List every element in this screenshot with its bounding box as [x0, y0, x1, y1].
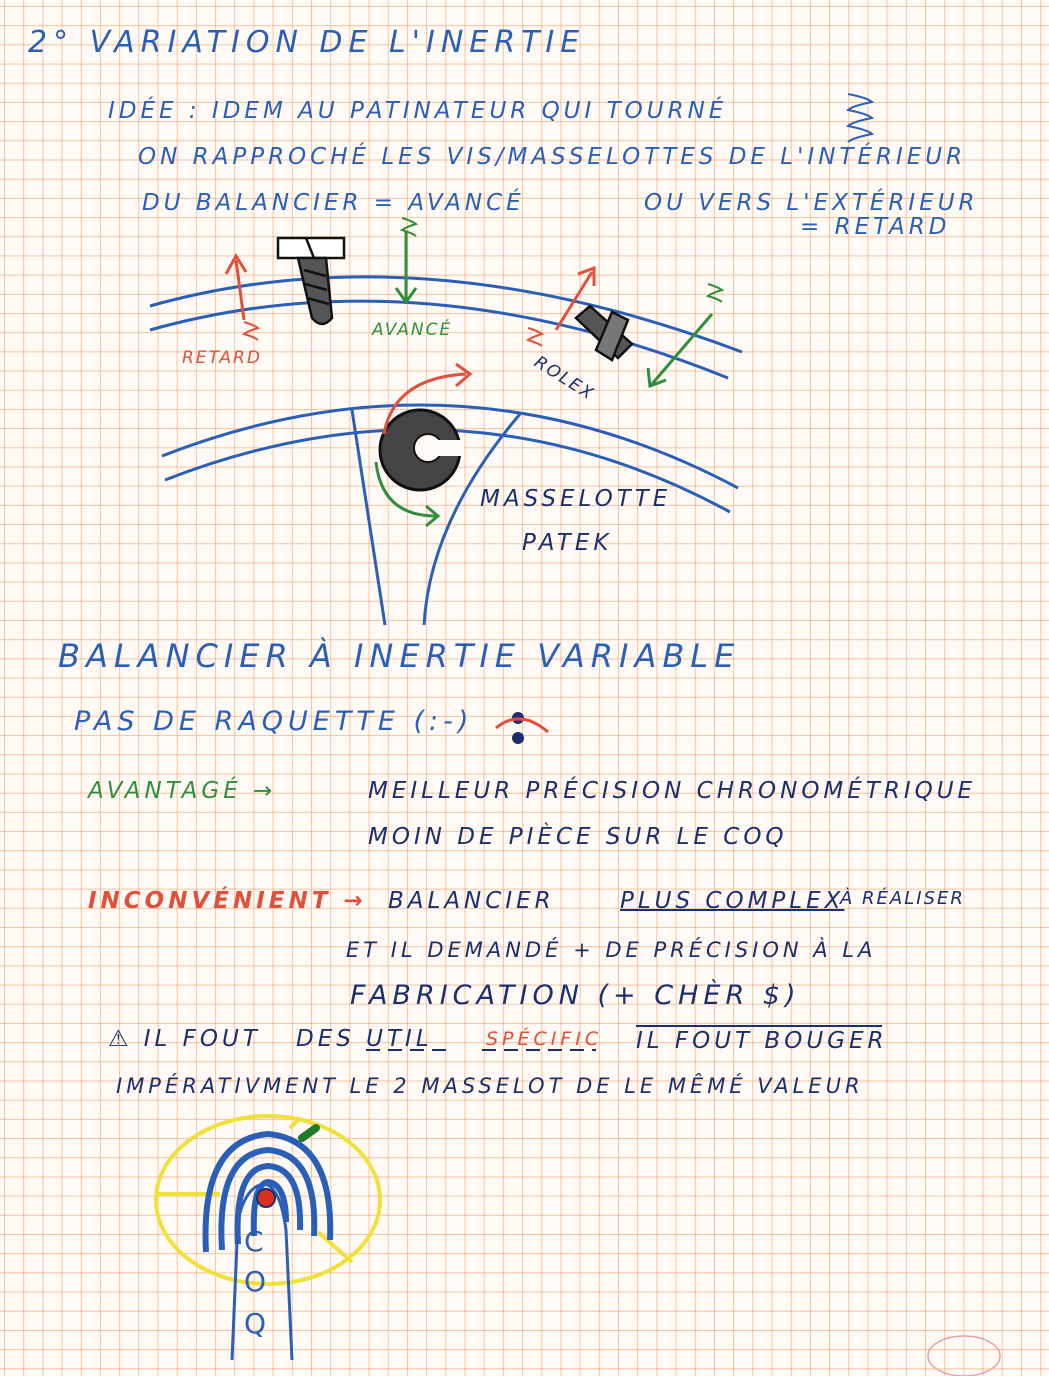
label-rolex: ROLEX [530, 352, 598, 405]
avantage-line-1: MEILLEUR PRÉCISION CHRONOMÉTRIQUE [368, 778, 977, 804]
idea-line-4: = RETARD [800, 214, 951, 240]
coq-letter-o: O [244, 1265, 271, 1298]
label-patek: PATEK [522, 530, 613, 556]
corner-scribble [928, 1336, 1000, 1376]
label-masselotte: MASSELOTTE [480, 486, 672, 512]
inconvenient-line-1a: BALANCIER [388, 888, 555, 914]
green-spring-icon-1 [402, 218, 416, 236]
smiley-icon [496, 712, 548, 744]
inconvenient-line-3: FABRICATION (+ CHÈR $) [350, 980, 801, 1011]
no-raquette: PAS DE RAQUETTE (:-) [74, 706, 474, 737]
inconvenient-line-1c: À RÉALISER [840, 888, 965, 909]
warning-line-1b: DES UTIL [296, 1026, 433, 1052]
idea-line-2: ON RAPPROCHÉ LES VIS/MASSELOTTES DE L'INTÉRIEUR [138, 144, 967, 170]
inconvenient-line-2: ET IL DEMANDÉ + DE PRÉCISION À LA [346, 938, 877, 962]
idea-line-3b: OU VERS L'EXTÉRIEUR [644, 190, 979, 216]
spring-icon [848, 94, 872, 142]
inconvenient-line-1b: PLUS COMPLEX [620, 888, 845, 914]
patek-masselotte-icon [380, 410, 464, 490]
section-heading: BALANCIER À INERTIE VARIABLE [58, 637, 741, 675]
green-spring-icon-2 [708, 284, 722, 302]
red-spring-icon-2 [528, 328, 542, 346]
inconvenient-label: INCONVÉNIENT → [88, 888, 367, 914]
avance-arrow-right [648, 314, 712, 386]
idea-line-3: DU BALANCIER = AVANCÉ [142, 190, 525, 216]
warning-line-1c: SPÉCIFIC [486, 1028, 603, 1050]
page-title: 2° VARIATION DE L'INERTIE [28, 25, 586, 60]
avantage-line-2: MOIN DE PIÈCE SUR LE COQ [368, 824, 788, 850]
warning-line-1a: ⚠ IL FOUT [108, 1026, 261, 1052]
avantage-label: AVANTAGÉ → [88, 778, 277, 804]
coq-letter-q: Q [244, 1307, 271, 1340]
avance-arrow-left [396, 232, 416, 302]
label-avance: AVANCÉ [372, 320, 453, 340]
coq-letter-c: C [244, 1225, 268, 1258]
idea-line-1: IDÉE : IDEM AU PATINATEUR QUI TOURNÉ [108, 98, 728, 124]
red-spring-icon-1 [244, 322, 258, 340]
warning-line-2: IMPÉRATIVMENT LE 2 MASSELOT DE LE MÊMÉ VALEUR [116, 1074, 864, 1098]
label-retard: RETARD [182, 348, 262, 368]
warning-line-1d: IL FOUT BOUGER [636, 1028, 888, 1054]
